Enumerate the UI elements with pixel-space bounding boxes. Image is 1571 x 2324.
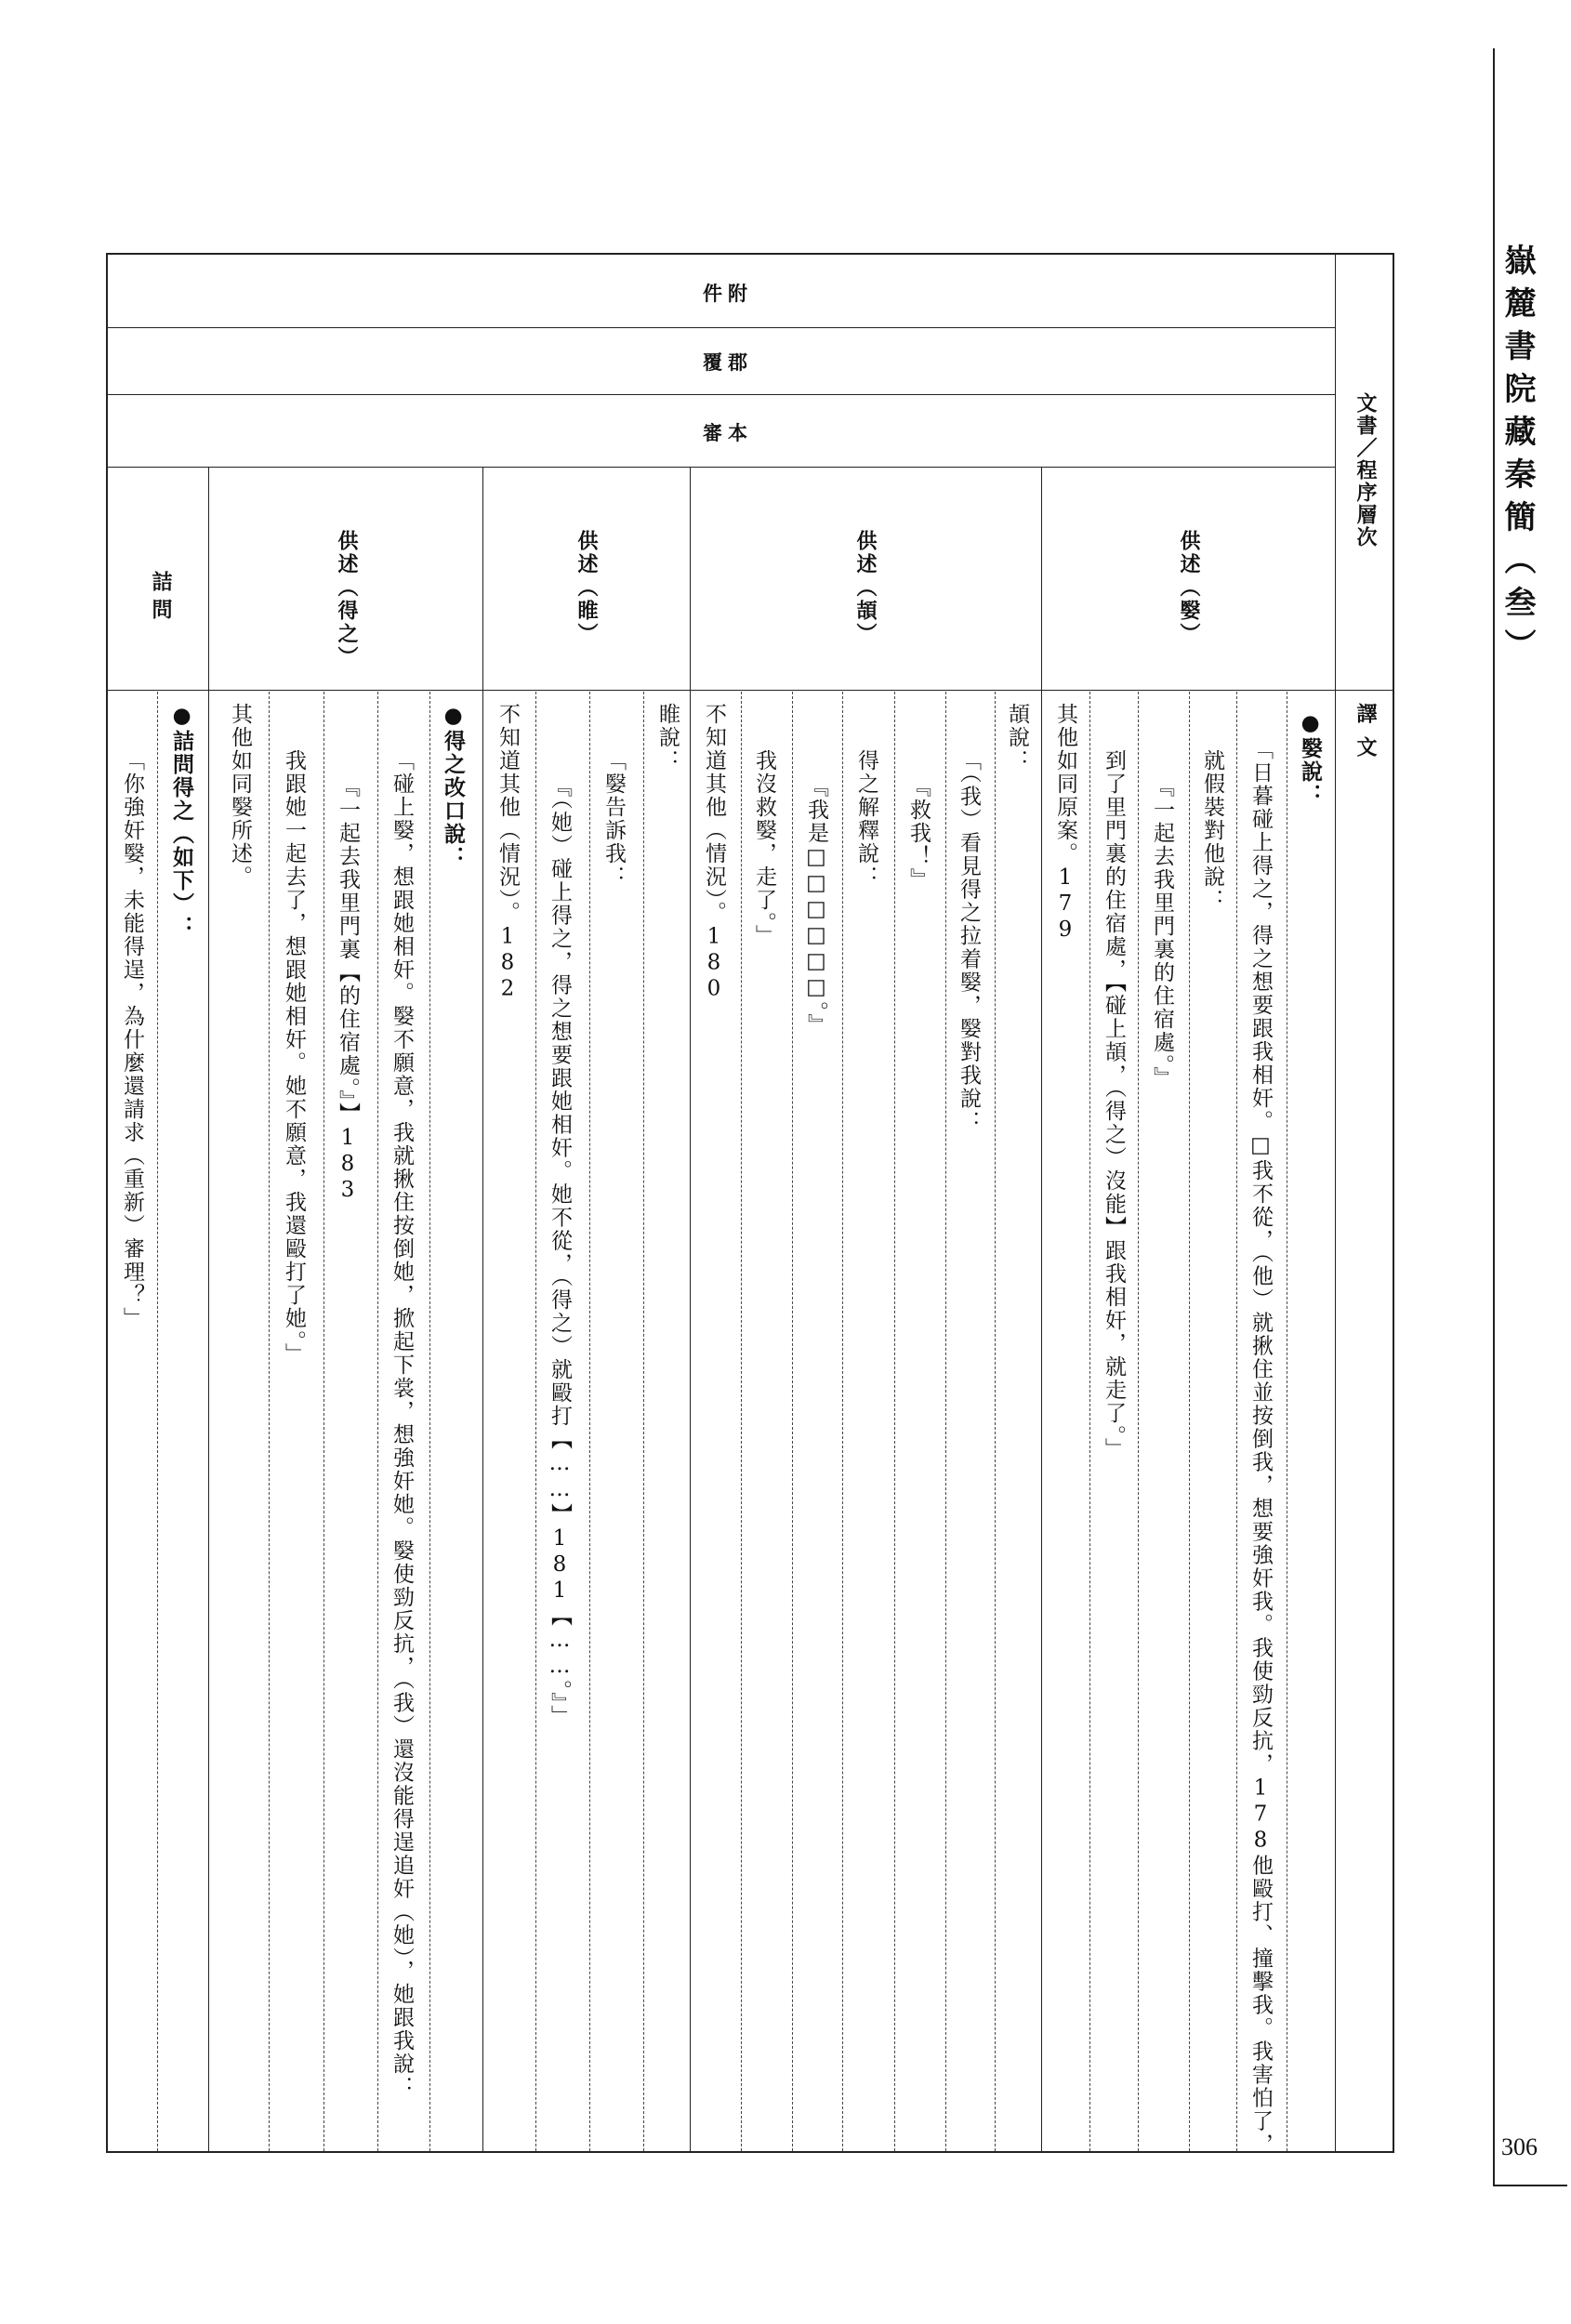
text-rule <box>157 692 158 2151</box>
text-line: 「你強奸嫛，未能得逞，為什麼還請求（重新）審理？」 <box>120 749 144 1330</box>
text-line: ●詰問得之（如下）： <box>169 703 194 939</box>
text-line: 不知道其他（情況）。182 <box>495 703 520 1003</box>
row-divider-2 <box>108 394 1335 395</box>
text-line: 我沒救嫛，走了。」 <box>752 749 776 948</box>
text-line: 睢說： <box>655 703 680 772</box>
text-line: ●嫛說： <box>1298 710 1323 807</box>
text-rule <box>323 692 324 2151</box>
text-rule <box>535 692 536 2151</box>
col-header-dezhi: 供述（得之） <box>335 530 359 669</box>
text-line: 其他如同嫛所述。 <box>228 703 252 889</box>
text-line: 『救我！』 <box>906 775 931 891</box>
text-line: 不知道其他（情況）。180 <box>702 703 726 1003</box>
text-line: 『一起去我里門裏【的住宿處。』】183 <box>336 775 360 1204</box>
text-rule <box>429 692 430 2151</box>
text-line: 頡說： <box>1005 703 1029 772</box>
text-line: 『（她）碰上得之，得之想要跟她相奸。她不從，（得之）就毆打【……】181【……。』」 <box>548 775 572 1728</box>
text-line: 「碰上嫛，想跟她相奸。嫛不願意，我就揪住按倒她，掀起下裳，想強奸她。嫛使勁反抗，（我）還沒能得逞追奸（她），她跟我說： <box>389 749 414 2099</box>
text-rule <box>1236 692 1237 2151</box>
row-label-fujun: 覆郡 <box>703 350 753 374</box>
text-line: 『一起去我里門裏的住宿處。』 <box>1150 775 1174 1090</box>
text-rule <box>945 692 946 2151</box>
text-line: 到了里門裏的住宿處，【碰上頡，（得之）沒能】跟我相奸，就走了。」 <box>1102 749 1126 1461</box>
row-label-jianfu: 件附 <box>703 282 753 305</box>
text-rule <box>741 692 742 2151</box>
header-body-divider <box>108 690 1394 691</box>
text-rule <box>995 692 996 2151</box>
header-document-level: 文書／程序層次 <box>1353 392 1378 548</box>
text-line: 就假裝對他說： <box>1200 749 1224 912</box>
text-rule <box>589 692 590 2151</box>
book-title: 嶽麓書院藏秦簡（叁） <box>1498 244 1536 671</box>
text-rule <box>842 692 843 2151</box>
col-header-yi: 供述（嫛） <box>1177 530 1201 646</box>
col-header-jiewen: 詰問 <box>149 571 173 627</box>
document-table <box>106 253 1394 2157</box>
row-divider-3 <box>108 467 1335 468</box>
text-line: 『我是□□□□□□。』 <box>804 775 828 1037</box>
text-rule <box>643 692 644 2151</box>
page-number: 306 <box>1501 2133 1538 2160</box>
text-line: 「日暮碰上得之，得之想要跟我相奸。□我不從，（他）就揪住並按倒我，想要強奸我。我使勁反抗，178他毆打、撞擊我。我害怕了， <box>1248 738 1273 2157</box>
row-label-shenben: 審本 <box>703 421 753 444</box>
row-divider-1 <box>108 327 1335 328</box>
col-divider-dezhi <box>482 467 483 2151</box>
text-rule <box>1089 692 1090 2151</box>
text-rule <box>1138 692 1139 2151</box>
col-header-jie: 供述（頡） <box>853 530 878 646</box>
text-line: 得之解釋說： <box>854 749 878 889</box>
col-header-sui: 供述（睢） <box>574 530 599 646</box>
col-divider-jiewen <box>208 467 209 2151</box>
text-rule <box>1189 692 1190 2151</box>
text-line: 「嫛告訴我： <box>601 749 626 889</box>
text-line: ●得之改口說： <box>441 703 466 869</box>
col-divider-jie <box>1041 467 1042 2151</box>
text-line: 其他如同原案。179 <box>1053 703 1077 944</box>
text-line: 「（我）看見得之拉着嫛，嫛對我說： <box>957 749 981 1134</box>
text-rule <box>894 692 895 2151</box>
text-rule <box>377 692 378 2151</box>
text-line: 我跟她一起去了，想跟她相奸。她不願意，我還毆打了她。」 <box>282 749 306 1367</box>
header-column-divider <box>1335 255 1336 2151</box>
text-rule <box>792 692 793 2151</box>
text-rule <box>269 692 270 2151</box>
col-divider-sui <box>690 467 691 2151</box>
header-translation: 譯文 <box>1353 703 1378 770</box>
